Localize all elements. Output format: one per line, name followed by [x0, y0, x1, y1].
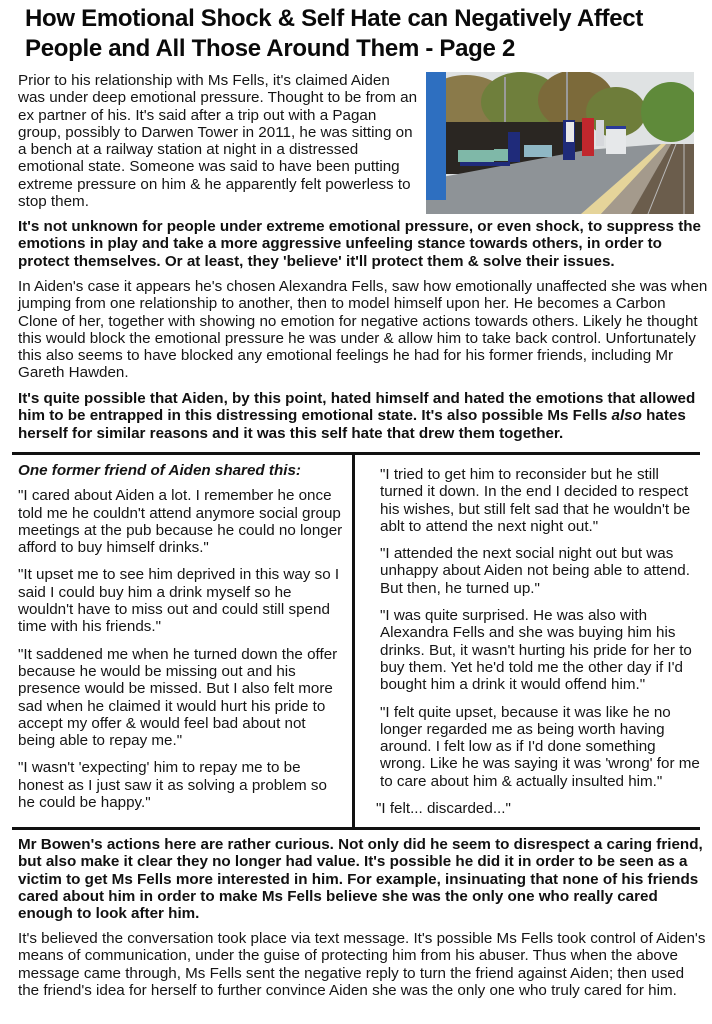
emotional-pressure-paragraph: It's not unknown for people under extreme emotional pressure, or even shock, to suppress the emotions in play and take a more aggressive unfeeling stance towards others, in order to protect themselves. Or at least, they 'believe' it'll protect them & solve their issues.: [18, 218, 701, 270]
testimony-quote: "I tried to get him to reconsider but he still turned it down. In the end I decided to respect his wishes, but still felt sad that he wouldn't be ablt to attend the next night out.": [380, 466, 691, 535]
self-hate-text-after: hates herself for similar reasons and it was this self hate that drew them together.: [18, 407, 686, 442]
testimony-quote: "I attended the next social night out but was unhappy about Aiden not being able to attend. But then, he turned up.": [380, 545, 690, 597]
carbon-clone-paragraph: In Aiden's case it appears he's chosen Alexandra Fells, saw how emotionally unaffected she was when jumping from one relationship to another, then to model himself upon her. He becomes a Carbon Clone of her, together with showing no emotion for negative actions towards others. Likely he thought this would block the emotional pressure he was under & allow him to take back control. Unfortunately this also seems to have blocked any emotional feelings he had for his former friends, including Mr Gareth Hawden.: [18, 278, 708, 382]
railway-station-photo: [426, 72, 694, 214]
testimony-quote: "It upset me to see him deprived in this way so I said I could buy him a drink myself so he wouldn't have to miss out and could still spend time with his friends.": [18, 566, 340, 636]
railway-platform-image: [426, 72, 694, 214]
text-message-paragraph: It's believed the conversation took place via text message. It's possible Ms Fells took control of Aiden's means of communication, under the guise of protecting him from his abuser. Thus when the above message came through, Ms Fells sent the negative reply to turn the friend against Aiden; then used the friend's idea for herself to further convince Aiden she was the only one who truly cared for him.: [18, 930, 706, 999]
analysis-paragraph: Mr Bowen's actions here are rather curious. Not only did he seem to disrespect a caring friend, but also make it clear they no longer had value. It's possible he did it in order to be seen as a victim to get Ms Fells more interested in him. For example, insinuating that none of his friends cared about him in order to make Ms Fells believe she was the only one who really cared enough to look after him.: [18, 836, 703, 923]
self-hate-text-before: It's quite possible that Aiden, by this point, hated himself and hated the emotions that allowed him to be entrapped in this distressing emotional state. It's also possible Ms Fells: [18, 390, 696, 425]
testimony-bottom-divider: [12, 827, 700, 830]
testimony-quote: "I felt quite upset, because it was like he no longer regarded me as being worth having around. I felt low as if I'd done something wrong. Like he was saying it was 'wrong' for me to care about him & actually insulted him.": [380, 703, 700, 790]
page-title: How Emotional Shock & Self Hate can Negatively Affect People and All Those Around Them - Page 2: [25, 5, 644, 62]
self-hate-italic-also: also: [611, 407, 642, 425]
testimony-heading: One former friend of Aiden shared this:: [18, 462, 301, 479]
testimony-quote: "It saddened me when he turned down the offer because he would be missing out and his presence would be missed. But I also felt more sad when he claimed it would hurt his pride to accept my offer & would feel bad about not being able to repay me.": [18, 645, 338, 750]
testimony-quote: "I cared about Aiden a lot. I remember he once told me he couldn't attend anymore social group meetings at the pub because he could no longer afford to buy himself drinks.": [18, 487, 343, 557]
testimony-quote-discarded: "I felt... discarded...": [376, 800, 511, 818]
testimony-top-divider: [12, 452, 700, 455]
testimony-quote: "I was quite surprised. He was also with Alexandra Fells and she was buying him his drinks. But, it wasn't hurting his pride for her to buy them. Yet he'd told me the other day if I'd bought him a drink it would offend him.": [380, 607, 692, 694]
testimony-right-column: [376, 466, 705, 827]
testimony-quote: "I wasn't 'expecting' him to repay me to be honest as I just saw it as solving a problem so he could be happy.": [18, 759, 327, 812]
testimony-column-divider: [352, 455, 355, 827]
intro-paragraph: Prior to his relationship with Ms Fells, it's claimed Aiden was under deep emotional pressure. Thought to be from an ex partner of his. It's said after a trip out with a Pagan group, possibly to Darwen Tower in 2011, he was sitting on a bench at a railway station at night in a distressed emotional state. Someone was said to have been putting extreme pressure on him & he apparently felt powerless to stop them.: [18, 72, 418, 211]
self-hate-paragraph: [18, 390, 708, 442]
testimony-left-column: [18, 462, 343, 821]
